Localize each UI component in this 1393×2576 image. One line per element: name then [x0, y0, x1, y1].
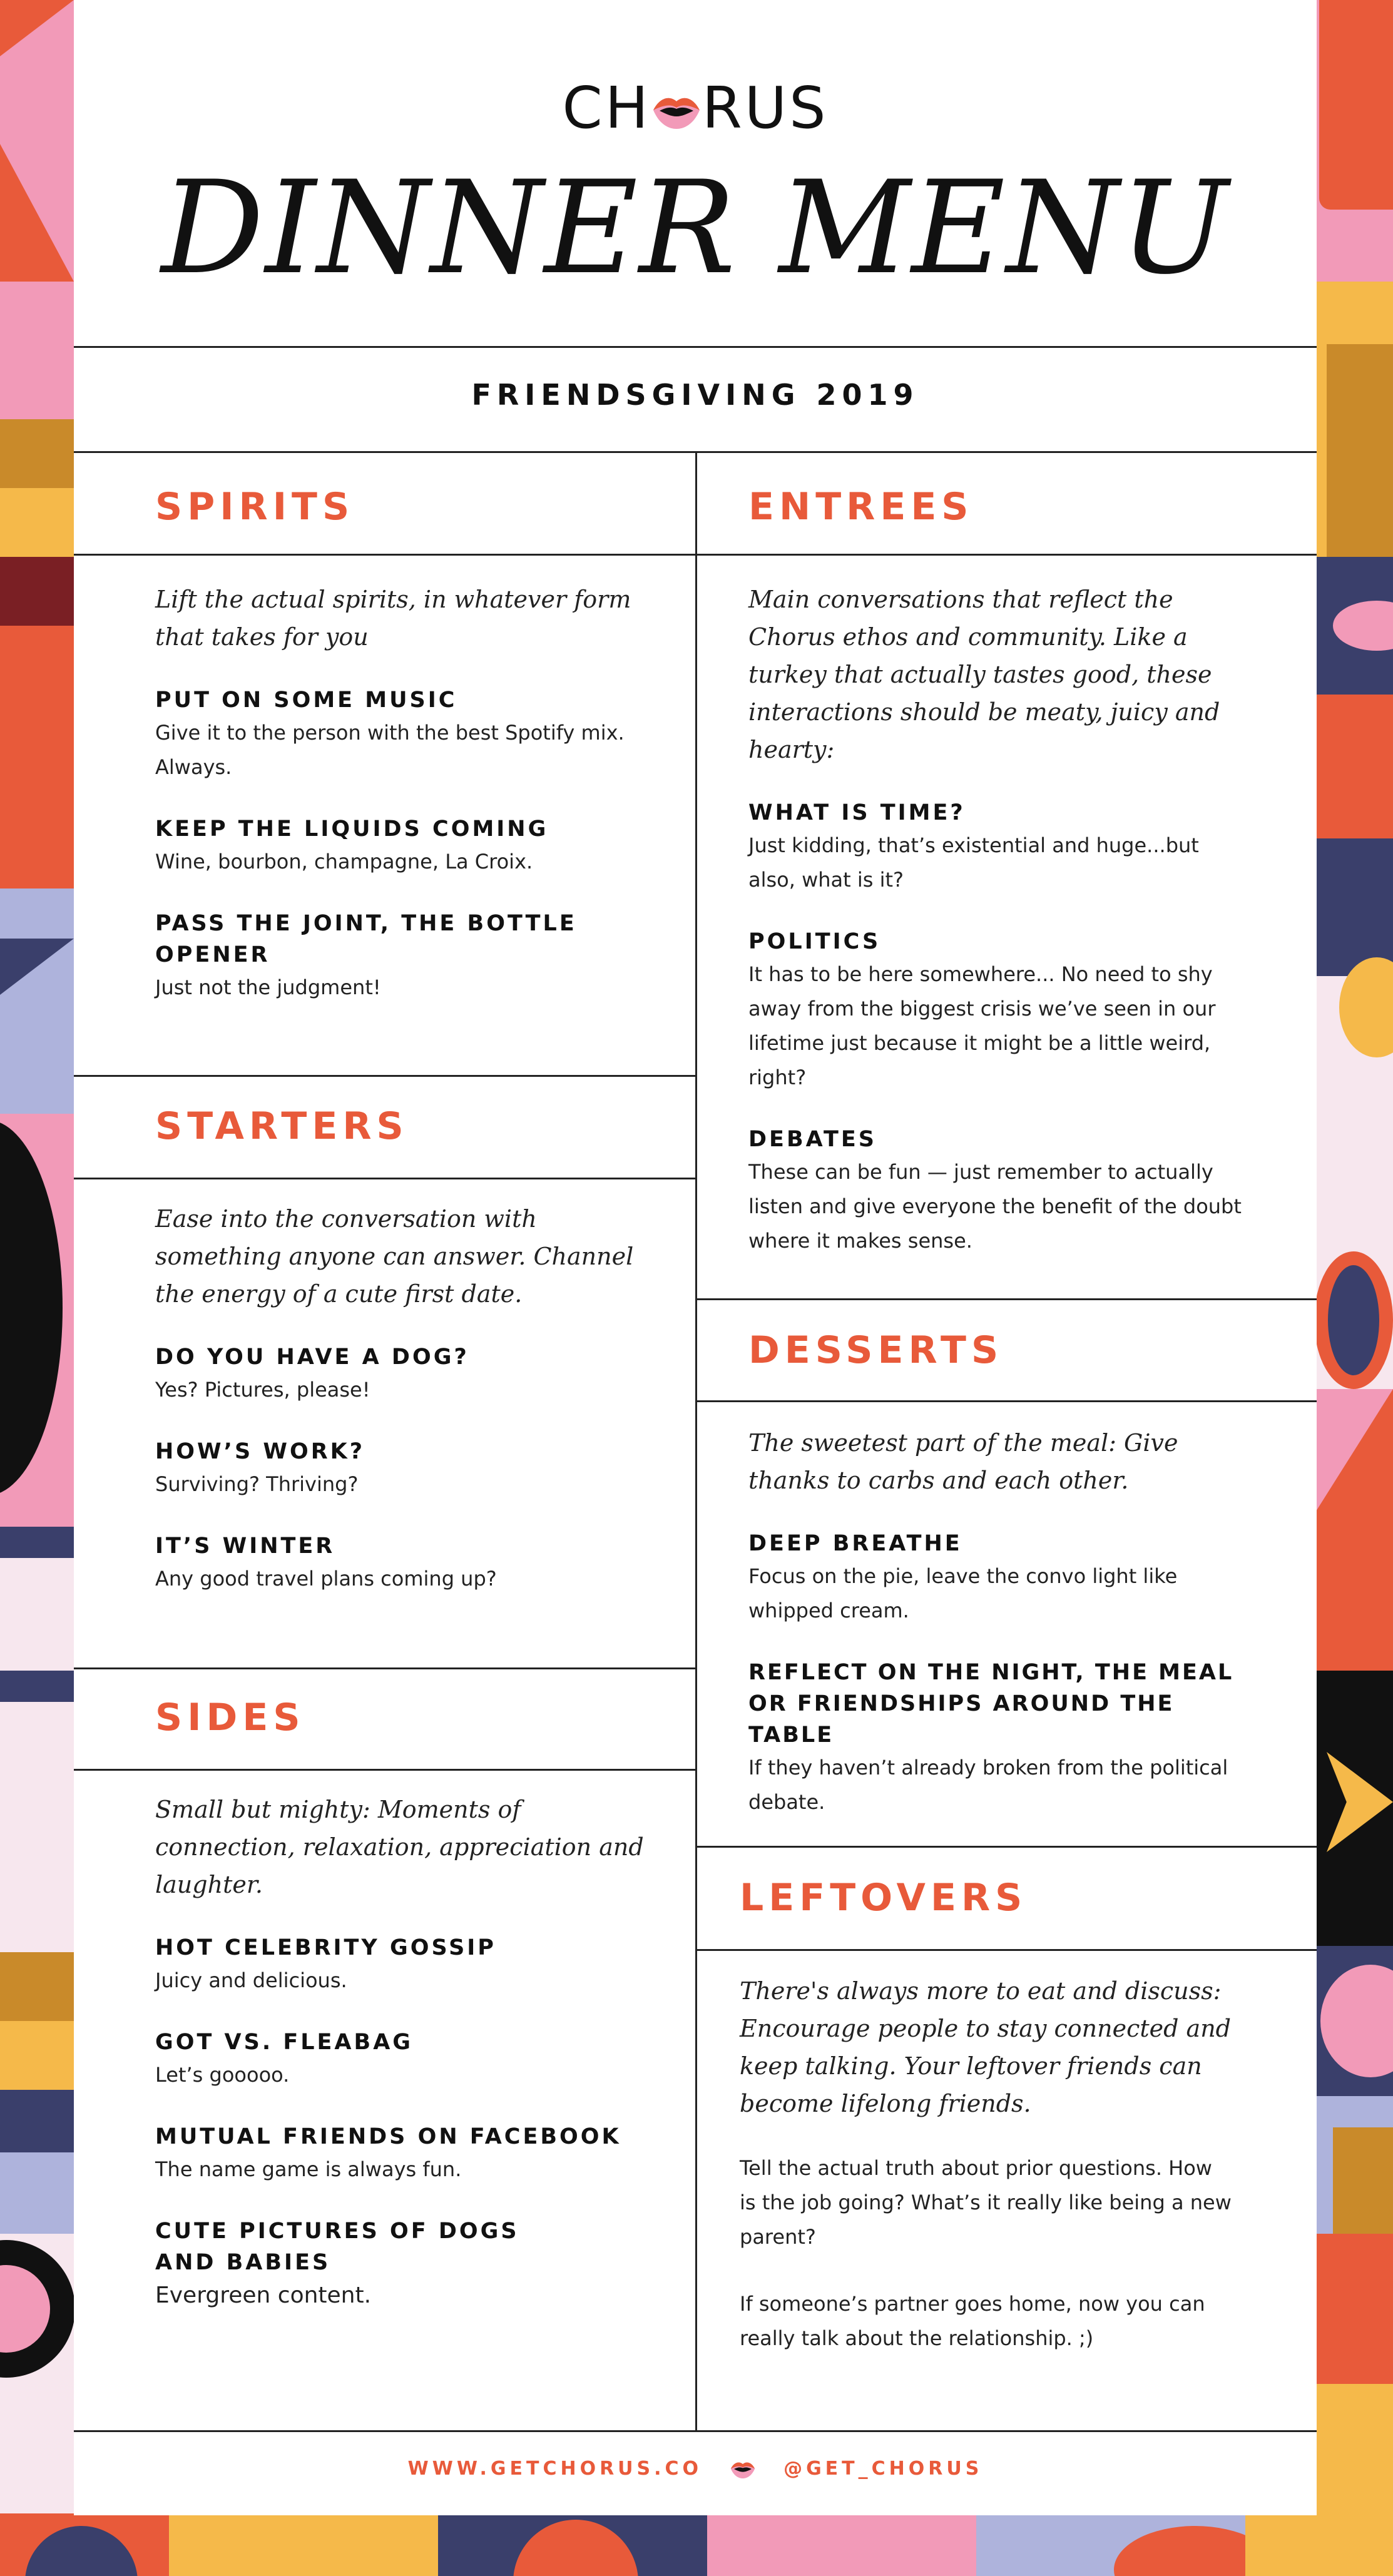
divider: [74, 1075, 695, 1077]
divider: [695, 1949, 1317, 1951]
menu-item-title: REFLECT ON THE NIGHT, THE MEAL OR FRIENDSHIPS AROUND THE TABLE: [748, 1660, 1234, 1748]
section-title-starters: STARTERS: [155, 1104, 409, 1148]
section-leftovers: [740, 1972, 1234, 2388]
menu-item: [155, 2121, 650, 2187]
menu-item-title: PASS THE JOINT, THE BOTTLE OPENER: [155, 911, 577, 967]
menu-item-title: DEEP BREATHE: [748, 1531, 962, 1556]
section-title-desserts: DESSERTS: [748, 1328, 1004, 1372]
menu-item: [155, 1932, 650, 1998]
divider: [695, 1298, 1317, 1300]
lips-icon: [652, 94, 701, 130]
bottom-decorative-strip: [0, 2513, 1393, 2576]
menu-item: [748, 1528, 1255, 1628]
section-entrees: [748, 581, 1243, 1287]
section-intro: The sweetest part of the meal: Give thanks to carbs and each other.: [748, 1429, 1178, 1494]
menu-item: [155, 1436, 650, 1502]
section-intro: Lift the actual spirits, in whatever form that takes for you: [155, 586, 631, 651]
menu-item-title: DO YOU HAVE A DOG?: [155, 1345, 469, 1370]
right-decorative-border: [1314, 0, 1393, 2576]
website-link[interactable]: WWW.GETCHORUS.CO: [407, 2458, 703, 2480]
menu-item-desc: Give it to the person with the best Spotify mix. Always.: [155, 721, 625, 779]
menu-card: [74, 0, 1317, 2515]
menu-item-title: MUTUAL FRIENDS ON FACEBOOK: [155, 2124, 621, 2149]
section-intro: Main conversations that reflect the Chorus ethos and community. Like a turkey that actually tastes good, these interactions should be meaty, juicy and hearty:: [748, 586, 1220, 763]
menu-item-desc: Just not the judgment!: [155, 975, 381, 999]
section-desserts: [748, 1424, 1255, 1848]
section-sides: [155, 1791, 650, 2341]
divider: [74, 554, 695, 556]
menu-item-desc: Let’s gooooo.: [155, 2063, 290, 2087]
menu-item: [748, 1124, 1243, 1258]
menu-item-title: PUT ON SOME MUSIC: [155, 688, 457, 713]
menu-item-desc: Juicy and delicious.: [155, 1968, 347, 1992]
menu-item-desc: Surviving? Thriving?: [155, 1472, 359, 1496]
menu-item-title: WHAT IS TIME?: [748, 800, 966, 825]
chorus-logo: [74, 74, 1317, 143]
left-decorative-border: [0, 0, 74, 2576]
menu-item: [155, 813, 650, 879]
section-spirits: [155, 581, 650, 1034]
section-intro: Small but mighty: Moments of connection, relaxation, appreciation and laughter.: [155, 1796, 644, 1898]
section-starters: [155, 1200, 650, 1625]
menu-item: [155, 1341, 650, 1407]
divider: [74, 1769, 695, 1771]
menu-item-title: GOT VS. FLEABAG: [155, 2030, 414, 2055]
divider: [74, 2430, 1317, 2432]
section-title-entrees: ENTREES: [748, 485, 974, 529]
menu-item-title: HOW’S WORK?: [155, 1439, 365, 1464]
menu-item-desc: Yes? Pictures, please!: [155, 1378, 370, 1402]
leftovers-paragraph: Tell the actual truth about prior questions. How is the job going? What’s it really like being a new parent?: [740, 2156, 1232, 2249]
menu-item-title: POLITICS: [748, 929, 881, 954]
section-intro: Ease into the conversation with something anyone can answer. Channel the energy of a cute first date.: [155, 1205, 634, 1308]
menu-item: [748, 797, 1243, 897]
menu-item-desc: Just kidding, that’s existential and huge...but also, what is it?: [748, 833, 1199, 892]
menu-item: [155, 685, 650, 785]
menu-item-title: CUTE PICTURES OF DOGS AND BABIES: [155, 2219, 519, 2275]
divider: [695, 1846, 1317, 1848]
menu-item-desc: These can be fun — just remember to actually listen and give everyone the benefit of the doubt where it makes sense.: [748, 1160, 1242, 1253]
menu-item-desc: If they haven’t already broken from the political debate.: [748, 1756, 1228, 1814]
menu-item-desc: It has to be here somewhere... No need to shy away from the biggest crisis we’ve seen in our lifetime just because it might be a little weird, right?: [748, 962, 1216, 1089]
menu-item-title: DEBATES: [748, 1127, 877, 1152]
menu-item-title: HOT CELEBRITY GOSSIP: [155, 1935, 496, 1960]
social-handle-link[interactable]: @GET_CHORUS: [783, 2458, 983, 2480]
menu-item-desc: Evergreen content.: [155, 2283, 372, 2308]
menu-item: [748, 926, 1243, 1095]
menu-item: [155, 2027, 650, 2092]
footer: [74, 2458, 1317, 2480]
menu-item-title: KEEP THE LIQUIDS COMING: [155, 817, 549, 842]
menu-item-desc: Focus on the pie, leave the convo light like whipped cream.: [748, 1564, 1178, 1622]
logo-text-end: RUS: [702, 74, 829, 141]
section-title-spirits: SPIRITS: [155, 485, 355, 529]
menu-item: [155, 1530, 650, 1596]
menu-item-desc: The name game is always fun.: [155, 2157, 462, 2181]
section-intro: There's always more to eat and discuss: Encourage people to stay connected and keep talking. Your leftover friends can become lifelong friends.: [740, 1977, 1231, 2117]
section-title-leftovers: LEFTOVERS: [740, 1876, 1028, 1920]
menu-item: [748, 1657, 1255, 1820]
divider: [695, 554, 1317, 556]
page-title: DINNER MENU: [161, 154, 1230, 303]
column-divider: [695, 451, 697, 2431]
lips-icon: [727, 2460, 758, 2479]
menu-item: [155, 908, 650, 1005]
menu-item-desc: Any good travel plans coming up?: [155, 1567, 497, 1591]
menu-item-desc: Wine, bourbon, champagne, La Croix.: [155, 850, 533, 873]
menu-item: [155, 2216, 650, 2313]
divider: [695, 1400, 1317, 1402]
divider: [74, 346, 1317, 348]
divider: [74, 1667, 695, 1669]
leftovers-paragraph: If someone’s partner goes home, now you can really talk about the relationship. ;): [740, 2292, 1205, 2350]
divider: [74, 1178, 695, 1179]
logo-text-start: CH: [562, 74, 651, 141]
menu-item-title: IT’S WINTER: [155, 1534, 335, 1559]
event-subtitle: FRIENDSGIVING 2019: [471, 378, 919, 412]
section-title-sides: SIDES: [155, 1696, 305, 1739]
